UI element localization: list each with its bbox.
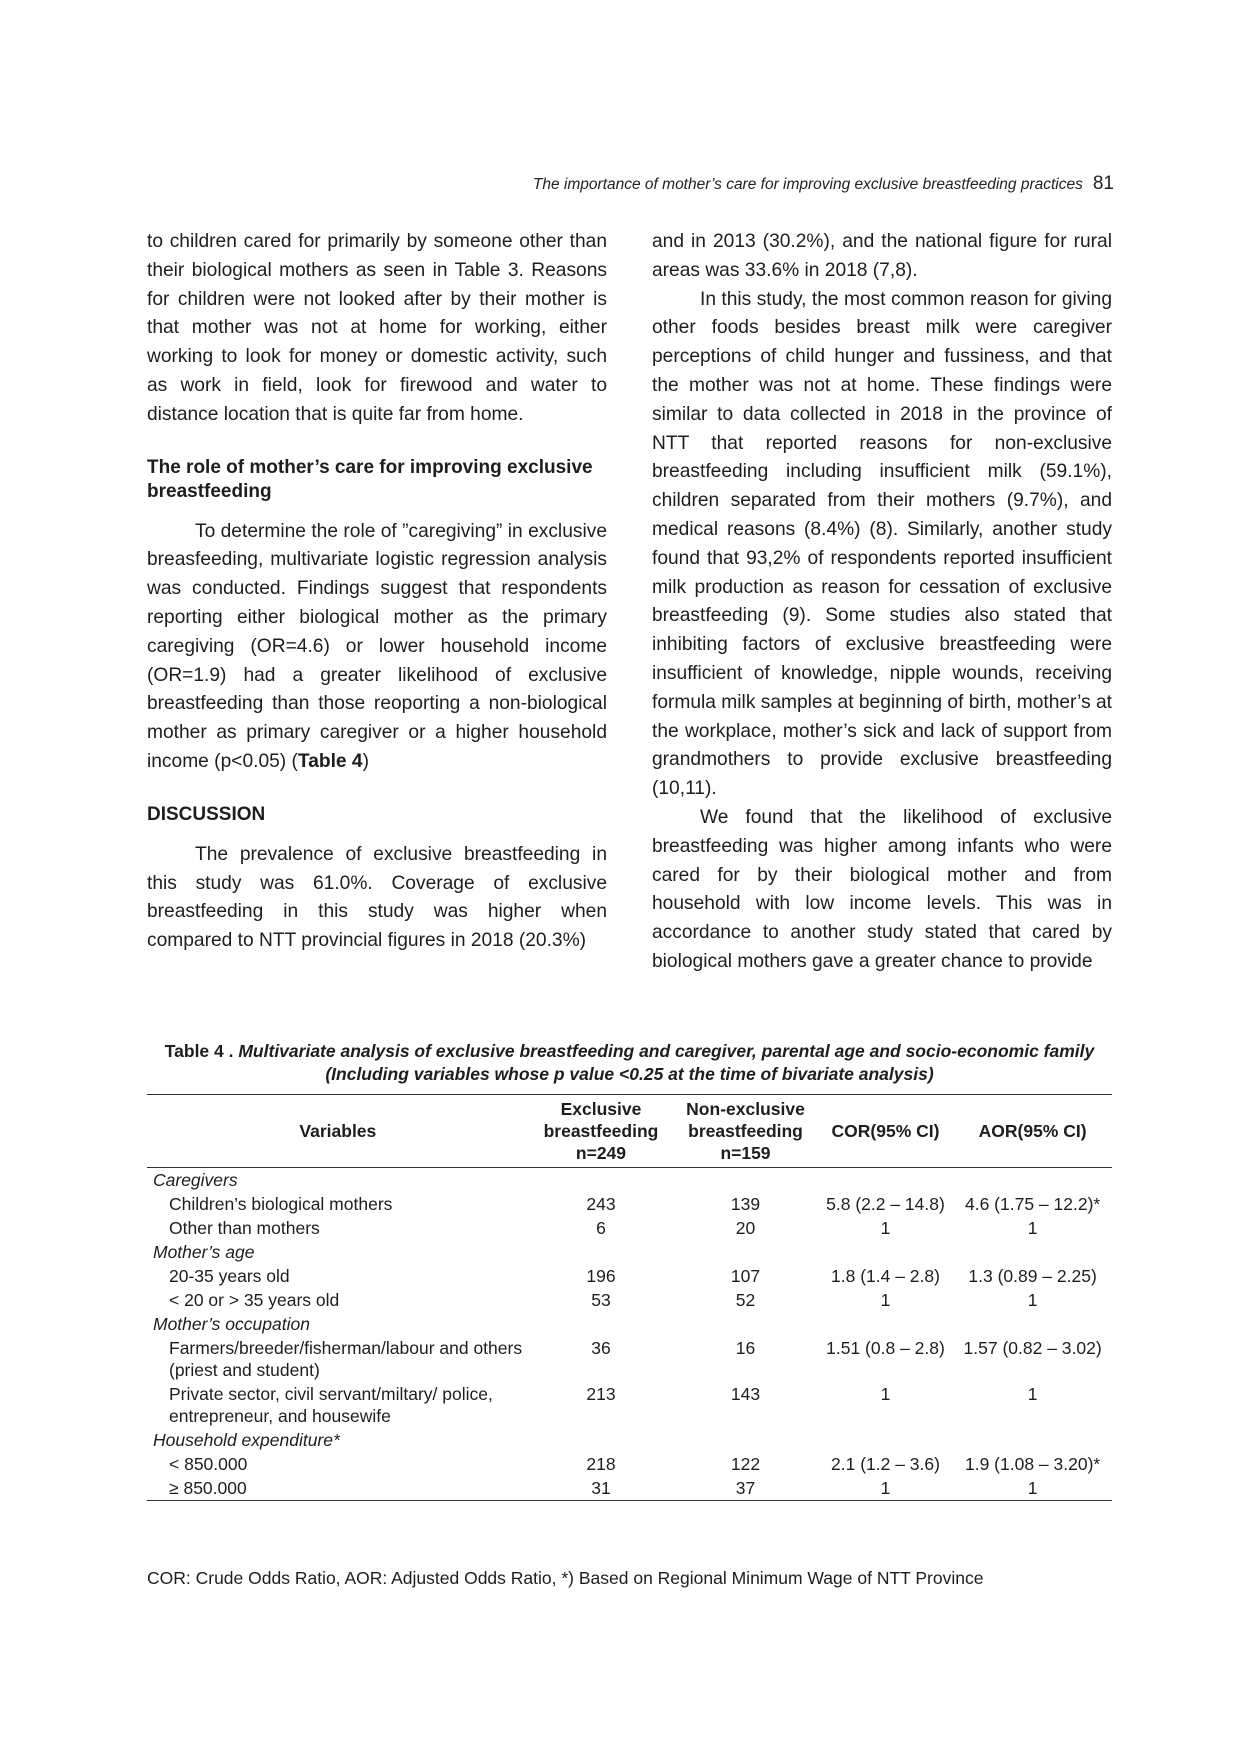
table-footnote: COR: Crude Odds Ratio, AOR: Adjusted Odds Ratio, *) Based on Regional Minimum Wage of NTT Province: [147, 1568, 984, 1588]
cell-exclusive: 213: [586, 1384, 616, 1404]
cell-nonexclusive: 107: [730, 1266, 761, 1286]
group-row: [147, 1312, 1112, 1336]
cell-exclusive: 196: [586, 1266, 616, 1286]
header-variables: Variables: [299, 1121, 377, 1141]
header-nonexclusive-line3: n=159: [720, 1143, 771, 1163]
cell-variable: < 850.000: [169, 1454, 248, 1474]
left-paragraph-2-text: To determine the role of ”caregiving” in exclusive breasfeeding, multivariate logistic regression analysis was conducted. Findings suggest that respondents reporting either biological mother as the primary caregiving (OR=4.6) or lower household income (OR=1.9) had a greater likelihood of exclusive breastfeeding than those reoporting a non-biological mother as primary caregiver or a higher household income (p<0.05) (: [147, 520, 607, 772]
cell-aor: 1.57 (0.82 – 3.02): [963, 1338, 1102, 1358]
table-label: Table 4 .: [164, 1041, 234, 1061]
header-exclusive-line1: Exclusive: [560, 1099, 642, 1119]
cell-cor: 5.8 (2.2 – 14.8): [826, 1194, 945, 1214]
cell-variable: 20-35 years old: [169, 1266, 290, 1286]
table-row: [147, 1452, 1112, 1476]
cell-aor: 1: [1027, 1218, 1038, 1238]
table-header-row: [147, 1095, 1112, 1168]
cell-cor: 1: [880, 1218, 891, 1238]
section-heading-discussion: DISCUSSION: [147, 803, 266, 825]
section-heading-role: The role of mother’s care for improving exclusive breastfeeding: [147, 456, 593, 502]
header-exclusive-line3: n=249: [575, 1143, 627, 1163]
table-4-reference: Table 4: [297, 750, 363, 772]
right-paragraph-2: In this study, the most common reason for giving other foods besides breast milk were caregiver perceptions of child hunger and fussiness, and that the mother was not at home. These findings were similar to data collected in 2018 in the province of NTT that reported reasons for non-exclusive breastfeeding including insufficient milk (59.1%), children separated from their mothers (9.7%), and medical reasons (8.4%) (8). Similarly, another study found that 93,2% of respondents reported insufficient milk production as reason for cessation of exclusive breastfeeding (9). Some studies also stated that inhibiting factors of exclusive breastfeeding were insufficient of knowledge, nipple wounds, receiving formula milk samples at beginning of birth, mother’s at the workplace, mother’s sick and lack of support from grandmothers to provide exclusive breastfeeding (10,11).: [652, 288, 1113, 800]
header-nonexclusive-line1: Non-exclusive: [686, 1099, 805, 1119]
results-table: [147, 1094, 1112, 1501]
cell-exclusive: 53: [591, 1290, 611, 1310]
running-head-title: The importance of mother’s care for improving exclusive breastfeeding practices: [532, 176, 1083, 193]
cell-cor: 1.8 (1.4 – 2.8): [831, 1266, 940, 1286]
table-caption: [147, 1040, 1112, 1086]
cell-aor: 1: [1027, 1478, 1038, 1498]
group-row: [147, 1428, 1112, 1452]
cell-aor: 4.6 (1.75 – 12.2)*: [964, 1194, 1101, 1214]
cell-cor: 2.1 (1.2 – 3.6): [831, 1454, 940, 1474]
cell-nonexclusive: 139: [730, 1194, 761, 1214]
group-mothers-age: Mother’s age: [153, 1242, 255, 1262]
header-nonexclusive-line2: breastfeeding: [688, 1121, 803, 1141]
group-caregivers: Caregivers: [153, 1170, 238, 1190]
cell-nonexclusive: 20: [735, 1218, 756, 1238]
group-row: [147, 1240, 1112, 1264]
table-row: [147, 1476, 1112, 1501]
cell-variable: Children’s biological mothers: [169, 1194, 393, 1214]
cell-aor: 1.3 (0.89 – 2.25): [968, 1266, 1097, 1286]
cell-aor: 1.9 (1.08 – 3.20)*: [964, 1454, 1101, 1474]
cell-cor: 1: [880, 1478, 891, 1498]
cell-cor: 1: [880, 1290, 891, 1310]
left-paragraph-1: to children cared for primarily by someone other than their biological mothers as seen in Table 3. Reasons for children were not looked after by their mother is that mother was not at home for working, either working to look for money or domestic activity, such as work in field, look for firewood and water to distance location that is quite far from home.: [147, 231, 607, 425]
cell-cor: 1: [880, 1384, 891, 1404]
table-row: [147, 1192, 1112, 1216]
right-paragraph-3: We found that the likelihood of exclusive breastfeeding was higher among infants who were cared for by their biological mother and from household with low income levels. This was in accordance to another study stated that cared by biological mothers gave a greater chance to provide: [652, 806, 1112, 972]
running-head: [430, 173, 1114, 195]
cell-nonexclusive: 122: [730, 1454, 761, 1474]
cell-cor: 1.51 (0.8 – 2.8): [826, 1338, 945, 1358]
right-paragraph-1: and in 2013 (30.2%), and the national figure for rural areas was 33.6% in 2018 (7,8).: [652, 231, 1112, 281]
group-row: [147, 1168, 1112, 1193]
cell-variable: Other than mothers: [169, 1218, 320, 1238]
left-paragraph-3: The prevalence of exclusive breastfeeding in this study was 61.0%. Coverage of exclusive breastfeeding in this study was higher when compared to NTT provincial figures in 2018 (20.3%): [147, 843, 607, 952]
cell-exclusive: 31: [591, 1478, 611, 1498]
cell-variable: ≥ 850.000: [169, 1478, 247, 1498]
cell-nonexclusive: 143: [730, 1384, 761, 1404]
left-paragraph-2-end: ): [362, 750, 369, 772]
header-exclusive-line2: breastfeeding: [543, 1121, 659, 1141]
header-cor: COR(95% CI): [831, 1121, 940, 1141]
table-row: [147, 1288, 1112, 1312]
table-row: [147, 1382, 1112, 1428]
cell-nonexclusive: 52: [735, 1290, 756, 1310]
cell-exclusive: 36: [591, 1338, 611, 1358]
cell-variable: Private sector, civil servant/miltary/ police, entrepreneur, and housewife: [169, 1384, 493, 1426]
cell-variable: Farmers/breeder/fisherman/labour and others (priest and student): [169, 1338, 523, 1380]
left-paragraph-2: [147, 518, 607, 777]
group-mothers-occupation: Mother’s occupation: [153, 1314, 310, 1334]
group-household-expenditure: Household expenditure*: [153, 1430, 340, 1450]
table-row: [147, 1264, 1112, 1288]
cell-variable: < 20 or > 35 years old: [169, 1290, 340, 1310]
header-exclusive: [529, 1095, 674, 1168]
cell-exclusive: 6: [596, 1218, 606, 1238]
cell-exclusive: 218: [586, 1454, 616, 1474]
cell-exclusive: 243: [586, 1194, 616, 1214]
cell-aor: 1: [1027, 1290, 1038, 1310]
cell-nonexclusive: 37: [735, 1478, 756, 1498]
cell-aor: 1: [1027, 1384, 1038, 1404]
cell-nonexclusive: 16: [735, 1338, 756, 1358]
table-title: Multivariate analysis of exclusive breastfeeding and caregiver, parental age and socio-economic family (Including variables whose p value <0.25 at the time of bivariate analysis): [238, 1041, 1095, 1084]
table-row: [147, 1216, 1112, 1240]
header-aor: AOR(95% CI): [978, 1121, 1087, 1141]
header-nonexclusive: [673, 1095, 818, 1168]
left-column: [147, 228, 607, 956]
page-number: 81: [1092, 173, 1114, 194]
table-row: [147, 1336, 1112, 1382]
right-column: [652, 228, 1112, 977]
